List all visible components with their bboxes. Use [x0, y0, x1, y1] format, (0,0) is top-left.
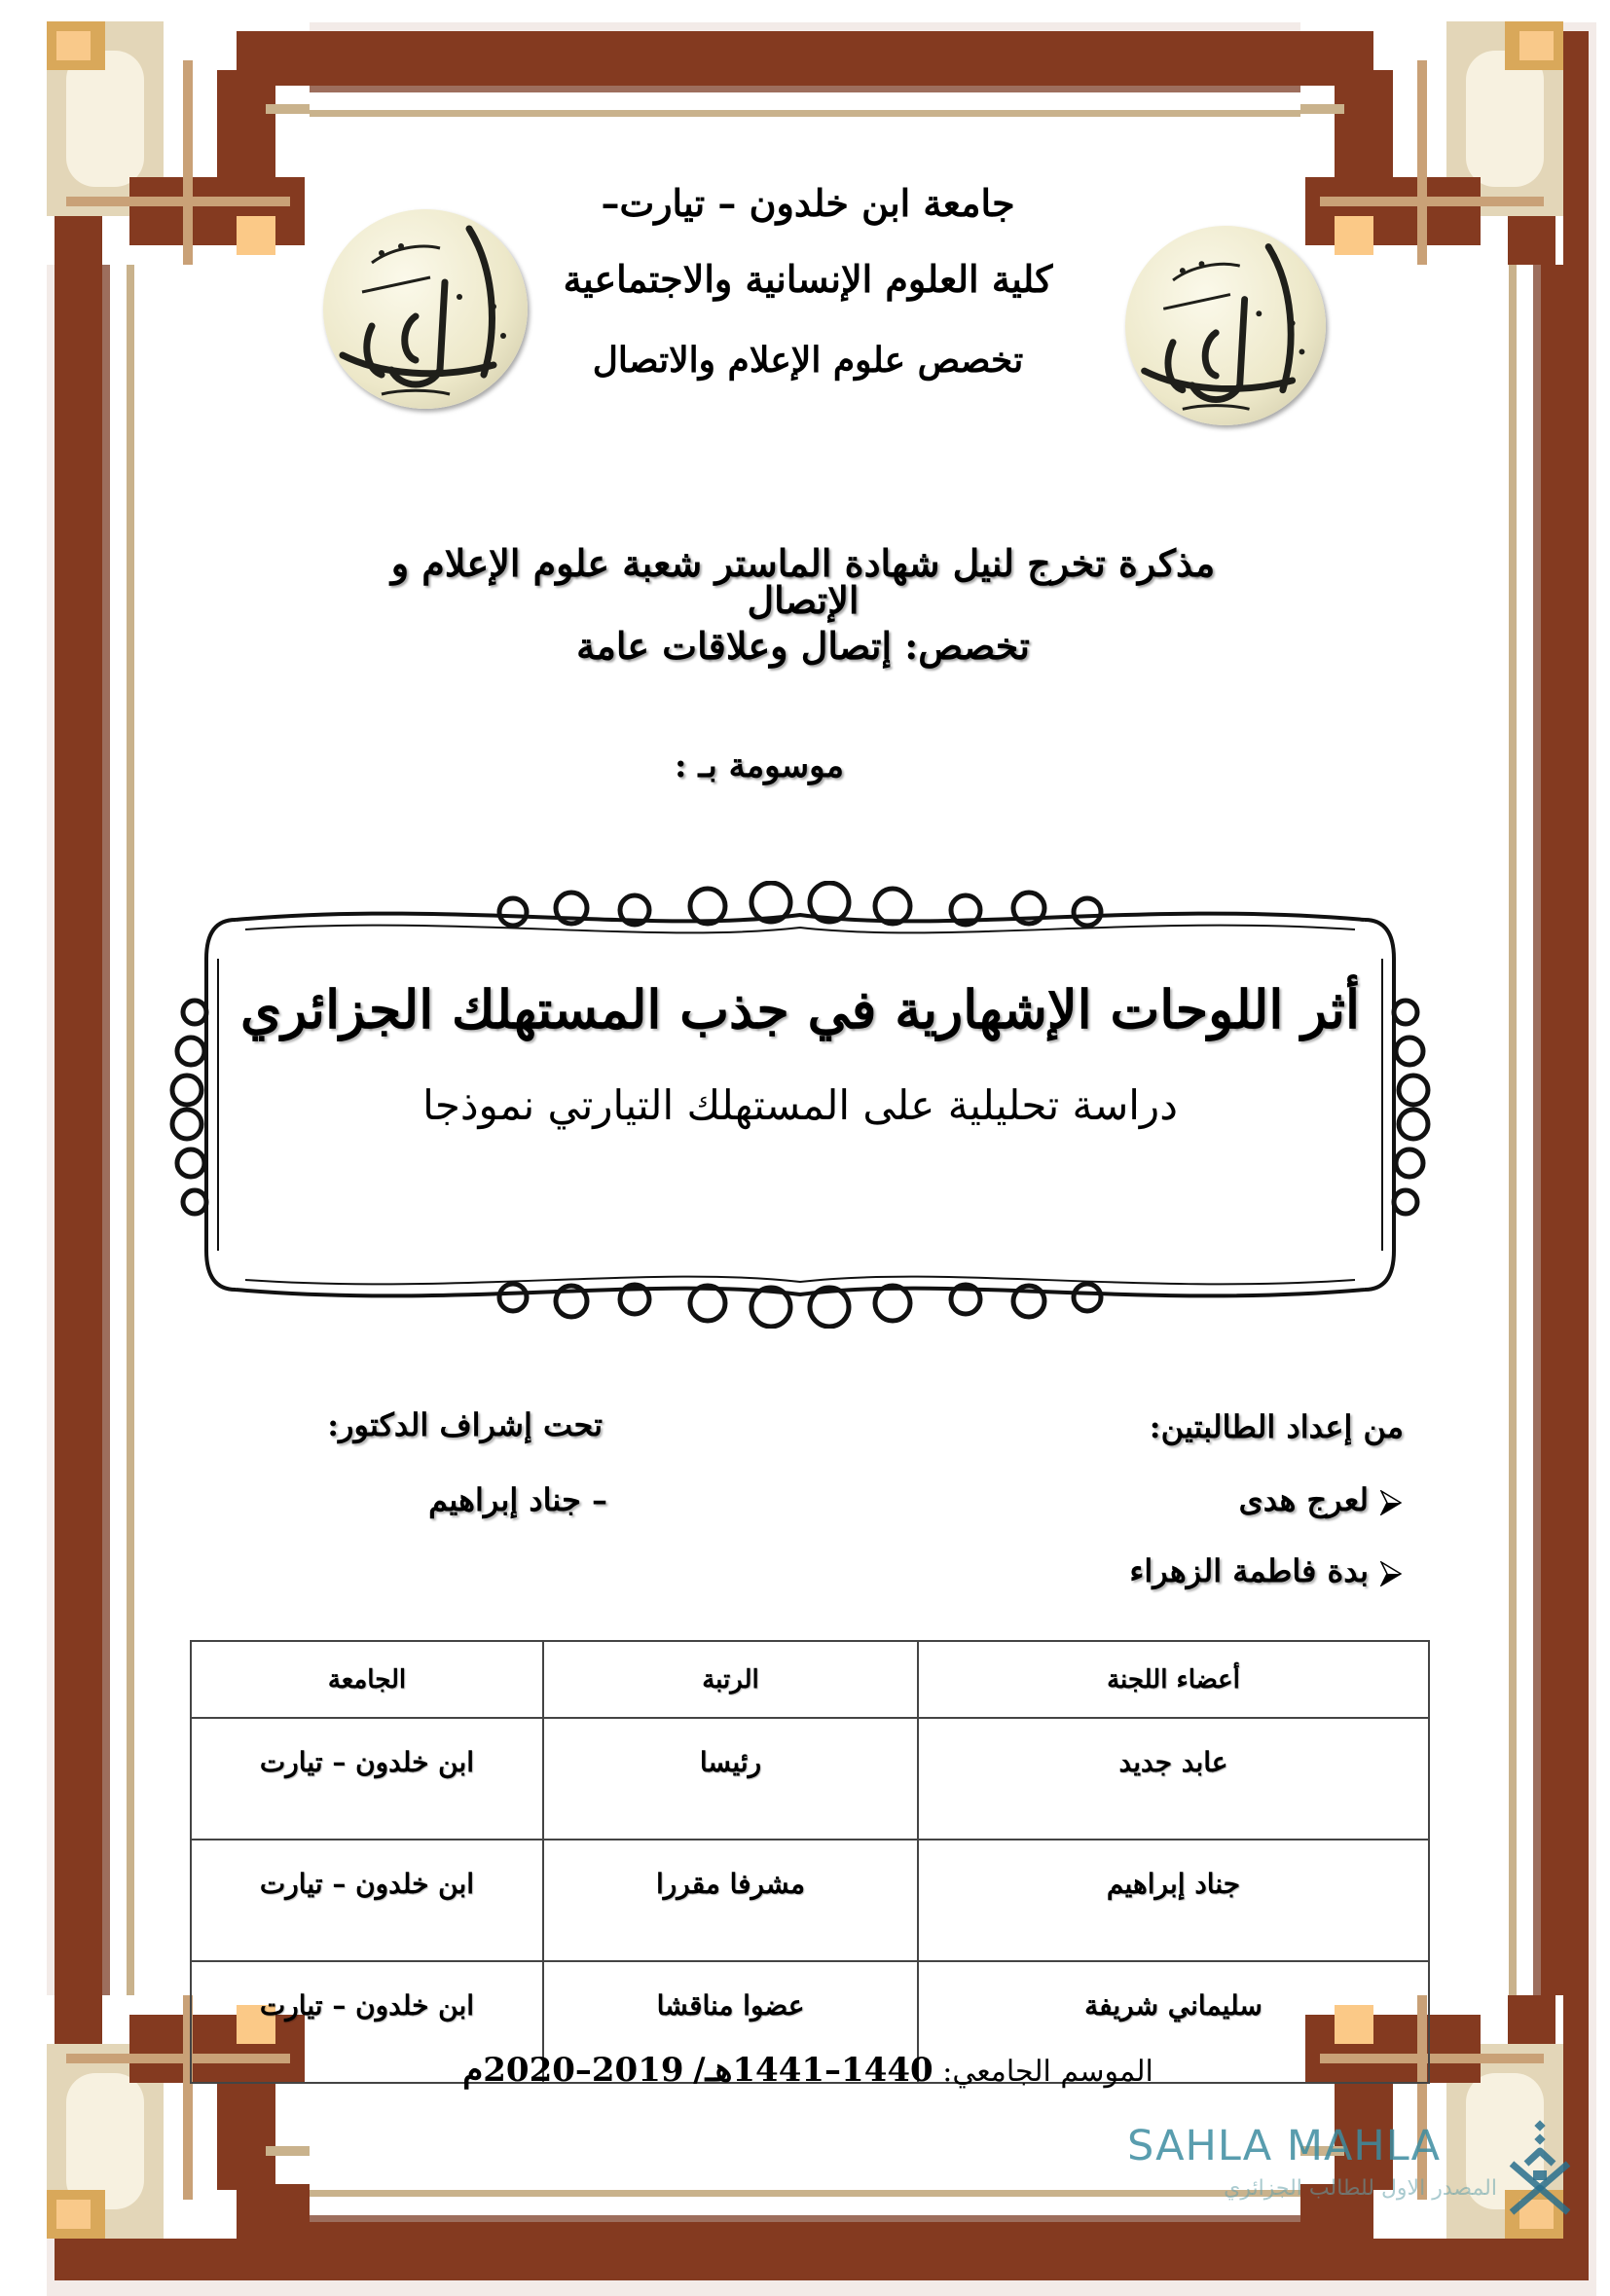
season-gregorian: 2019–2020م: [462, 2051, 684, 2090]
calligraphy-seal-icon: [1125, 226, 1326, 425]
supervisor-label: تحت إشراف الدكتور:: [327, 1406, 603, 1443]
corner-ornament-icon: [1300, 21, 1563, 265]
degree-statement: مذكرة تخرج لنيل شهادة الماستر شعبة علوم الإعلام و الإتصال: [390, 541, 1216, 622]
student-item: [1238, 1481, 1402, 1518]
inner-tan-line-left: [127, 110, 134, 2197]
students-label: من إعداد الطالبتين:: [1149, 1408, 1404, 1445]
arrow-bullet-icon: [1380, 1561, 1402, 1586]
university-logo-right: [1125, 226, 1326, 425]
column-header-rank: الرتبة: [543, 1641, 918, 1718]
member-university: ابن خلدون – تيارت: [191, 1718, 543, 1840]
border-band-right: [1541, 31, 1589, 2277]
student-name: بدة فاطمة الزهراء: [1129, 1552, 1369, 1589]
member-university: ابن خلدون – تيارت: [191, 1840, 543, 1961]
member-name: عابد جديد: [918, 1718, 1429, 1840]
calligraphy-seal-icon: [323, 209, 528, 409]
student-name: لعرج هدى: [1238, 1481, 1369, 1518]
supervisor-name: – جناد إبراهيم: [428, 1481, 607, 1518]
member-university: ابن خلدون – تيارت: [191, 1961, 543, 2083]
watermark-brand: SAHLA MAHLA: [1127, 2122, 1442, 2170]
student-item: [1129, 1552, 1402, 1589]
watermark-tagline: المصدر الاول للطالب الجزائري: [1224, 2176, 1497, 2201]
border-line-right: [1533, 86, 1541, 2222]
member-rank: عضوا مناقشا: [543, 1961, 918, 2083]
column-header-university: الجامعة: [191, 1641, 543, 1718]
thesis-title: أثر اللوحات الإشهارية في جذب المستهلك الجزائري: [240, 978, 1360, 1040]
corner-ornament-icon: [47, 21, 310, 265]
table-header-row: [191, 1641, 1429, 1718]
department-specialty: تخصص علوم الإعلام والاتصال: [592, 340, 1024, 381]
titled-by-label: موسومة بـ :: [675, 747, 844, 785]
watermark: [1127, 2122, 1585, 2229]
university-logo-left: [323, 209, 528, 409]
table-row: [191, 1840, 1429, 1961]
sahla-mahla-logo-icon: [1502, 2120, 1578, 2217]
faculty-name: كلية العلوم الإنسانية والاجتماعية: [563, 257, 1053, 301]
university-name: جامعة ابن خلدون – تيارت–: [601, 181, 1015, 225]
inner-tan-line-right: [1509, 110, 1517, 2197]
member-rank: مشرفا مقررا: [543, 1840, 918, 1961]
member-name: جناد إبراهيم: [918, 1840, 1429, 1961]
member-rank: رئيسا: [543, 1718, 918, 1840]
arrow-bullet-icon: [1380, 1490, 1402, 1515]
committee-table: [190, 1640, 1430, 2084]
column-header-members: أعضاء اللجنة: [918, 1641, 1429, 1718]
border-band-left: [55, 31, 102, 2277]
season-label: الموسم الجامعي:: [942, 2055, 1153, 2089]
season-hijri: 1440–1441هـ/: [693, 2051, 933, 2090]
academic-season: [457, 2051, 1158, 2090]
table-row: [191, 1718, 1429, 1840]
border-line-left: [102, 86, 110, 2222]
thesis-subtitle: دراسة تحليلية على المستهلك التيارتي نموذجا: [422, 1081, 1178, 1129]
member-name: سليماني شريفة: [918, 1961, 1429, 2083]
specialization-line: تخصص: إتصال وعلاقات عامة: [576, 624, 1030, 668]
